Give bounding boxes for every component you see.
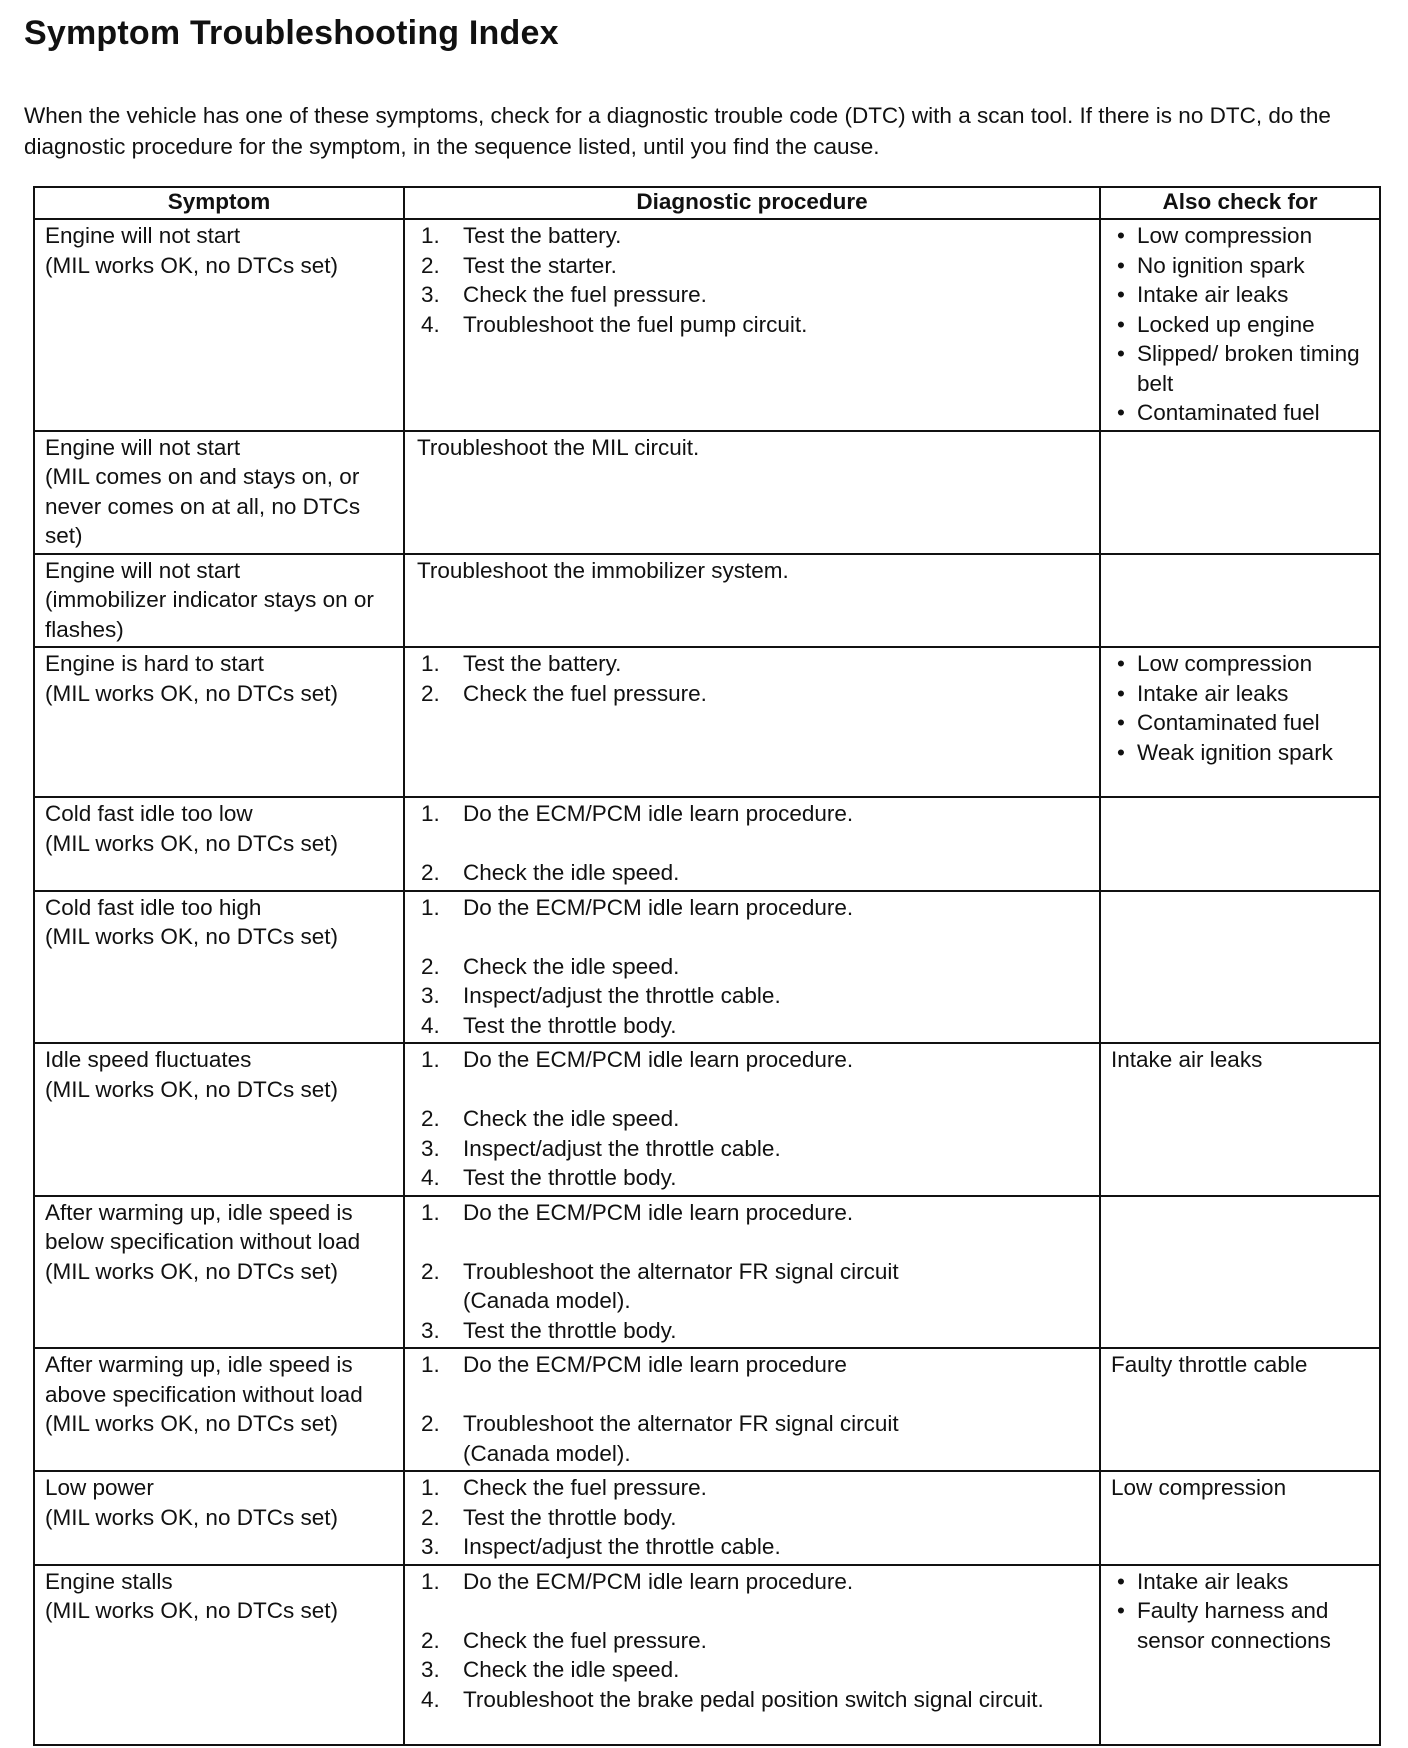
procedure-cell [404,431,1100,554]
procedure-step: 4. Test the throttle body. [421,1012,677,1038]
procedure-step: 2. Check the fuel pressure. [421,1627,707,1653]
procedure-step: 3. Inspect/adjust the throttle cable. [421,983,781,1008]
symptom-table [33,186,1381,1746]
step-text: Test the battery. [463,223,622,248]
procedure-step: 4. Troubleshoot the brake pedal position switch signal circuit. [421,1686,1044,1712]
procedure-cell [404,647,1100,797]
procedure-step: 1. Check the fuel pressure. [421,1475,707,1500]
step-number: 3. [421,282,440,307]
symptom-cell [34,554,404,648]
table-row [34,1043,1380,1196]
procedure-step: 1. Do the ECM/PCM idle learn procedure. [421,1568,854,1594]
symptom-cell [34,1565,404,1745]
symptom-cell [34,797,404,891]
symptom-title: Idle speed fluctuates [45,1047,252,1072]
symptom-condition: (MIL works OK, no DTCs set) [45,1258,338,1284]
procedure-text: Troubleshoot the MIL circuit. [417,434,700,460]
step-text: Check the fuel pressure. [463,282,707,307]
symptom-title: Cold fast idle too low [45,801,253,826]
symptom-title: Engine will not start [45,223,241,248]
symptom-title: Low power [45,1475,154,1500]
procedure-cell [404,1471,1100,1565]
symptom-title: Cold fast idle too high [45,894,262,920]
check-item: • Locked up engine [1117,311,1315,337]
procedure-cell [404,1348,1100,1471]
procedure-cell [404,1043,1100,1196]
procedure-step: 3. Inspect/adjust the throttle cable. [421,1534,781,1559]
procedure-step: 2. Check the fuel pressure. [421,680,707,706]
symptom-title: Engine will not start [45,557,241,583]
table-header-row [34,187,1380,219]
procedure-step [415,251,1089,281]
also-check-cell [1100,1565,1380,1745]
symptom-cell [34,647,404,797]
symptom-condition: (MIL works OK, no DTCs set) [45,830,338,856]
also-check-cell [1100,219,1380,431]
also-check-cell [1100,431,1380,554]
procedure-cell [404,219,1100,431]
table-row [34,1196,1380,1349]
procedure-step: 1. Test the battery. [421,651,622,676]
symptom-cell [34,1348,404,1471]
symptom-title: Engine stalls [45,1568,173,1594]
symptom-title: Engine will not start [45,434,241,460]
procedure-step: 1. Do the ECM/PCM idle learn procedure. [421,801,854,826]
symptom-condition: (immobilizer indicator stays on or flashes) [45,587,374,642]
procedure-step [415,280,1089,310]
table-row [34,431,1380,554]
symptom-condition: (MIL works OK, no DTCs set) [45,1598,338,1623]
step-text: Test the starter. [463,252,617,278]
table-row [34,554,1380,648]
also-check-cell [1100,554,1380,648]
procedure-step [415,310,1089,340]
procedure-step: 1. Do the ECM/PCM idle learn procedure. [421,1047,854,1072]
symptom-cell [34,1471,404,1565]
also-check-cell [1100,891,1380,1044]
procedure-step [415,221,1089,251]
also-check-cell [1100,1196,1380,1349]
table-row [34,1471,1380,1565]
header-also-check-for: Also check for [1100,187,1380,219]
procedure-step: 3. Inspect/adjust the throttle cable. [421,1135,781,1161]
procedure-text: Troubleshoot the immobilizer system. [417,557,789,583]
check-text: Low compression [1111,1475,1287,1500]
procedure-step: 1. Do the ECM/PCM idle learn procedure. [421,1199,854,1225]
step-number: 2. [421,252,440,278]
step-number: 4. [421,311,440,337]
symptom-condition: (MIL comes on and stays on, or never comes on at all, no DTCs set) [45,464,361,548]
step-text: Troubleshoot the fuel pump circuit. [463,311,808,337]
page-title: Symptom Troubleshooting Index [24,14,559,52]
procedure-cell [404,891,1100,1044]
check-item: • Faulty harness and sensor connections [1117,1598,1331,1653]
table-row [34,647,1380,797]
procedure-step: 4. Test the throttle body. [421,1165,677,1190]
symptom-cell [34,891,404,1044]
step-number: 1. [421,223,440,248]
check-item: • Low compression [1117,223,1313,248]
symptom-condition: (MIL works OK, no DTCs set) [45,1076,338,1102]
also-check-cell [1100,1348,1380,1471]
check-item: • Intake air leaks [1117,1568,1289,1594]
check-item: • Intake air leaks [1117,282,1289,307]
symptom-condition: (MIL works OK, no DTCs set) [45,1411,338,1436]
also-check-cell [1100,1043,1380,1196]
procedure-step: 2. Test the throttle body. [421,1504,677,1530]
procedure-step: 3. Check the idle speed. [421,1657,680,1682]
header-diagnostic-procedure: Diagnostic procedure [404,187,1100,219]
also-check-cell [1100,1471,1380,1565]
check-item: • Weak ignition spark [1117,739,1333,765]
symptom-condition: (MIL works OK, no DTCs set) [45,924,338,949]
intro-paragraph: When the vehicle has one of these symptoms, check for a diagnostic trouble code (DTC) with a scan tool. If there is no DTC, do the diagnostic procedure for the symptom, in the sequence listed, until you find the cause. [24,103,1331,159]
symptom-condition: (MIL works OK, no DTCs set) [45,252,338,278]
table-row [34,1348,1380,1471]
table-row [34,1565,1380,1745]
also-check-cell [1100,647,1380,797]
check-item: • Slipped/ broken timing belt [1117,341,1360,396]
procedure-step: 2. Check the idle speed. [421,860,680,885]
table-row [34,797,1380,891]
procedure-step: 2. Troubleshoot the alternator FR signal circuit (Canada model). [421,1411,899,1466]
check-item: • Intake air leaks [1117,680,1289,706]
symptom-cell [34,1043,404,1196]
check-item: • Contaminated fuel [1117,400,1320,425]
check-item: • Contaminated fuel [1117,710,1320,735]
symptom-title: After warming up, idle speed is above specification without load [45,1352,363,1407]
check-text: Intake air leaks [1111,1047,1263,1072]
procedure-cell [404,1196,1100,1349]
check-text: Faulty throttle cable [1111,1352,1308,1377]
procedure-step: 1. Do the ECM/PCM idle learn procedure [421,1352,847,1377]
check-item: • No ignition spark [1117,252,1305,278]
symptom-title: After warming up, idle speed is below specification without load [45,1199,361,1254]
symptom-condition: (MIL works OK, no DTCs set) [45,1504,338,1530]
symptom-condition: (MIL works OK, no DTCs set) [45,680,338,706]
procedure-step: 2. Troubleshoot the alternator FR signal circuit (Canada model). [421,1258,899,1313]
symptom-cell [34,219,404,431]
procedure-step: 2. Check the idle speed. [421,1106,680,1131]
procedure-step: 2. Check the idle speed. [421,953,680,979]
also-check-cell [1100,797,1380,891]
symptom-title: Engine is hard to start [45,651,264,676]
table-row [34,891,1380,1044]
header-symptom: Symptom [34,187,404,219]
symptom-cell [34,1196,404,1349]
procedure-cell [404,797,1100,891]
check-item: • Low compression [1117,651,1313,676]
procedure-step: 1. Do the ECM/PCM idle learn procedure. [421,894,854,920]
procedure-step: 3. Test the throttle body. [421,1317,677,1343]
procedure-cell [404,554,1100,648]
symptom-cell [34,431,404,554]
procedure-cell [404,1565,1100,1745]
table-row [34,219,1380,431]
